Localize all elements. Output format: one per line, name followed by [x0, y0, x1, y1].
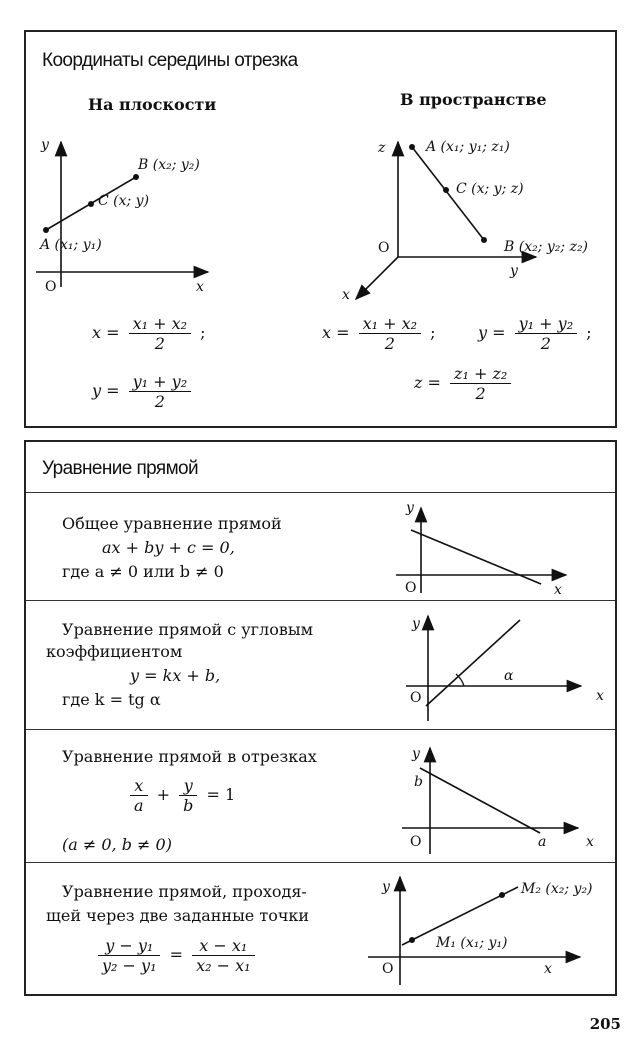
divider [26, 862, 615, 863]
divider [26, 729, 615, 730]
point-m1-label: M₁ (x₁; y₁) [436, 935, 508, 951]
z-axis-label: z [378, 140, 386, 156]
section-title: Координаты середины отрезка [42, 50, 298, 71]
space-formula-z [414, 364, 515, 403]
space-heading: В пространстве [400, 90, 547, 109]
numerator: y₁ + y₂ [129, 372, 191, 392]
row1-equation: ax + by + c = 0, [102, 538, 235, 557]
origin-label: O [410, 690, 422, 706]
row4-equation [94, 936, 259, 975]
fraction-x [192, 936, 254, 975]
x-axis-label: x [544, 961, 552, 977]
line [426, 620, 520, 706]
row3-equation [126, 776, 235, 815]
line [420, 768, 540, 833]
a-intercept-label: a [538, 834, 547, 850]
row2-condition: где k = tg α [62, 690, 161, 709]
fraction-y [98, 936, 160, 975]
fraction [450, 364, 511, 403]
row1-line1: Общее уравнение прямой [62, 514, 282, 533]
origin-label: O [382, 961, 394, 977]
slope-line-diagram [396, 606, 606, 726]
row2-line1: Уравнение прямой с угловым [62, 620, 314, 639]
space-midpoint-diagram [326, 127, 616, 312]
origin-label: O [45, 279, 57, 295]
x-axis-label: x [554, 582, 562, 598]
plane-formula-x [92, 314, 206, 353]
fraction-y-over-b [179, 776, 197, 815]
point-c [88, 201, 94, 207]
point-m2 [499, 892, 505, 898]
x-axis-label: x [342, 287, 350, 303]
point-a [43, 227, 49, 233]
line [411, 530, 541, 584]
numerator: x₁ + x₂ [129, 314, 191, 334]
point-b [133, 174, 139, 180]
intercept-line-diagram [390, 736, 600, 860]
formula-suffix: ; [430, 323, 436, 342]
fraction-x-over-a [130, 776, 148, 815]
section-title: Уравнение прямой [42, 458, 199, 479]
point-b-label: B (x₂; y₂; z₂) [504, 239, 589, 255]
denominator: 2 [540, 334, 551, 353]
point-c [443, 187, 449, 193]
x-axis [356, 257, 398, 299]
plus-sign: + [156, 785, 171, 804]
denominator: a [134, 796, 144, 815]
row2-line2: коэффициентом [46, 642, 183, 661]
y-axis-label: y [510, 263, 518, 279]
y-axis-label: y [412, 616, 420, 632]
numerator: x₁ + x₂ [359, 314, 421, 334]
line-equation-section [24, 440, 617, 996]
numerator: z₁ + z₂ [450, 364, 511, 384]
space-formula-x [322, 314, 436, 353]
row3-line1: Уравнение прямой в отрезках [62, 747, 317, 766]
formula-suffix: ; [200, 323, 206, 342]
fraction [515, 314, 577, 353]
y-axis-label: y [382, 879, 390, 895]
numerator: y₁ + y₂ [515, 314, 577, 334]
point-c-label: C (x; y) [98, 193, 150, 209]
point-c-label: C (x; y; z) [456, 181, 524, 197]
x-axis-label: x [596, 688, 604, 704]
point-a-label: A (x₁; y₁) [40, 237, 102, 253]
denominator: x₂ − x₁ [196, 956, 251, 975]
formula-lhs: y = [478, 323, 506, 342]
plane-heading: На плоскости [88, 95, 217, 114]
numerator: y − y₁ [98, 936, 160, 956]
b-intercept-label: b [414, 774, 423, 790]
divider [26, 492, 615, 493]
plane-midpoint-diagram [26, 127, 286, 302]
point-b-label: B (x₂; y₂) [138, 157, 200, 173]
equals-sign: = [169, 945, 183, 964]
two-point-line-diagram [356, 867, 616, 987]
space-formula-y [478, 314, 592, 353]
row3-condition: (a ≠ 0, b ≠ 0) [62, 835, 172, 854]
row4-line1: Уравнение прямой, проходя- [62, 882, 307, 901]
denominator: 2 [154, 334, 165, 353]
numerator: y [179, 776, 197, 796]
y-axis-label: y [41, 137, 49, 153]
plane-formula-y [92, 372, 195, 411]
general-line-diagram [386, 498, 596, 598]
y-axis-label: y [406, 500, 414, 516]
row2-equation: y = kx + b, [130, 666, 221, 685]
angle-label: α [504, 668, 514, 684]
numerator: x [130, 776, 148, 796]
denominator: y₂ − y₁ [102, 956, 157, 975]
fraction [129, 314, 191, 353]
formula-lhs: y = [92, 381, 120, 400]
page-number: 205 [589, 1015, 621, 1033]
origin-label: O [410, 834, 422, 850]
fraction [129, 372, 191, 411]
y-axis-label: y [412, 746, 420, 762]
formula-lhs: x = [92, 323, 120, 342]
row4-line2: щей через две заданные точки [46, 906, 310, 925]
x-axis-label: x [586, 834, 594, 850]
formula-suffix: ; [586, 323, 592, 342]
formula-lhs: z = [414, 373, 441, 392]
point-b [481, 237, 487, 243]
denominator: b [183, 796, 194, 815]
fraction [359, 314, 421, 353]
equation-rhs: = 1 [206, 785, 236, 804]
point-m1 [409, 937, 415, 943]
row1-condition: где a ≠ 0 или b ≠ 0 [62, 562, 224, 581]
x-axis-label: x [196, 279, 204, 295]
denominator: 2 [154, 392, 165, 411]
midpoint-section [24, 30, 617, 428]
divider [26, 600, 615, 601]
numerator: x − x₁ [192, 936, 254, 956]
denominator: 2 [475, 384, 486, 403]
formula-lhs: x = [322, 323, 350, 342]
origin-label: O [405, 580, 417, 596]
origin-label: O [378, 240, 390, 256]
denominator: 2 [384, 334, 395, 353]
point-a-label: A (x₁; y₁; z₁) [426, 139, 510, 155]
point-m2-label: M₂ (x₂; y₂) [521, 881, 593, 897]
point-a [409, 144, 415, 150]
